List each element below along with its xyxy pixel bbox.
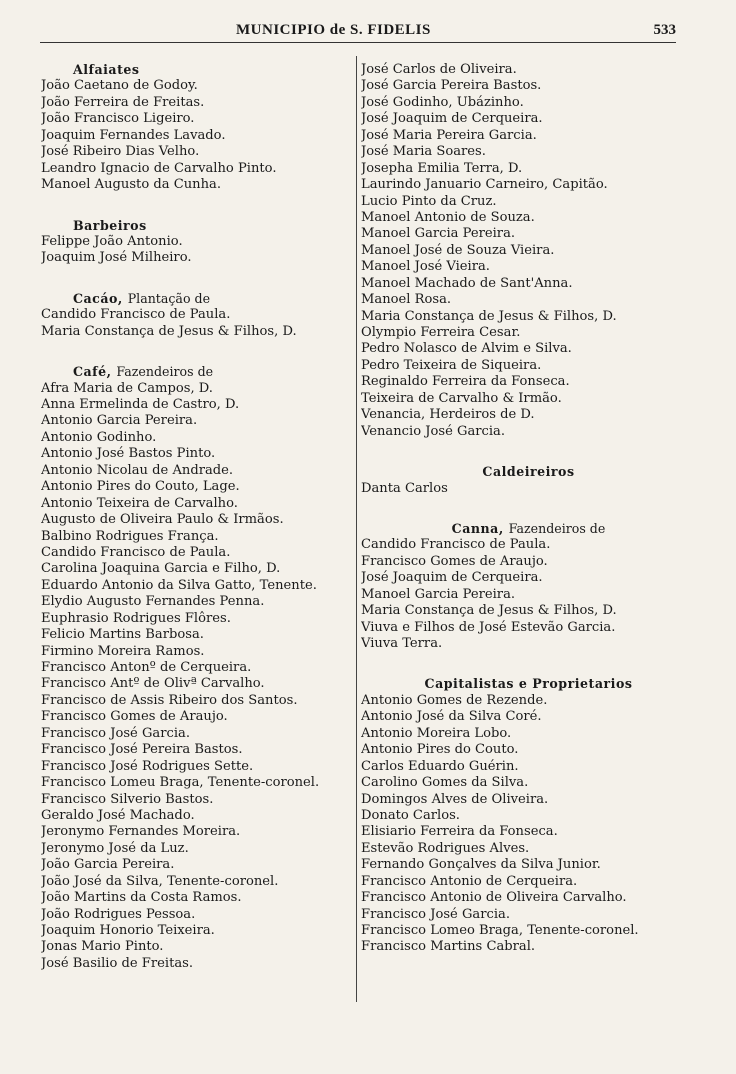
list-item: José Ribeiro Dias Velho. xyxy=(41,144,200,160)
list-item: Manoel Antonio de Souza. xyxy=(361,209,535,225)
list-item: Venancia, Herdeiros de D. xyxy=(361,407,535,423)
list-item: Candido Francisco de Paula. xyxy=(361,537,551,553)
list-item: Antonio Garcia Pereira. xyxy=(41,413,198,429)
list-item: João Francisco Ligeiro. xyxy=(41,111,195,127)
list-item: Carolino Gomes da Silva. xyxy=(361,775,529,791)
list-item: Pedro Nolasco de Alvim e Silva. xyxy=(361,341,572,357)
list-item: João José da Silva, Tenente-coronel. xyxy=(41,873,279,889)
list-item: Fernando Gonçalves da Silva Junior. xyxy=(361,857,601,873)
list-item: Antonio José da Silva Coré. xyxy=(361,709,542,725)
list-item: José Maria Soares. xyxy=(361,144,486,160)
list-item: Jeronymo Fernandes Moreira. xyxy=(41,824,241,840)
list-item: Felicio Martins Barbosa. xyxy=(41,627,204,643)
list-item: Francisco Lomeu Braga, Tenente-coronel. xyxy=(41,775,320,791)
list-item: Antonio Nicolau de Andrade. xyxy=(41,462,234,478)
list-item: Antonio José Bastos Pinto. xyxy=(41,446,216,462)
list-item: Elisiario Ferreira da Fonseca. xyxy=(361,824,558,840)
canna-title: Canna, xyxy=(451,520,504,536)
section-heading-capitalistas: Capitalistas e Proprietarios xyxy=(424,676,633,692)
section-heading-alfaiates: Alfaiates xyxy=(73,62,140,77)
list-item: Venancio José Garcia. xyxy=(361,423,506,439)
list-item: Candido Francisco de Paula. xyxy=(41,544,231,560)
list-item: João Caetano de Godoy. xyxy=(41,78,198,94)
list-alfaiates xyxy=(41,78,353,193)
list-item: Balbino Rodrigues França. xyxy=(41,528,219,544)
cafe-title: Café, xyxy=(73,364,112,380)
list-capitalistas xyxy=(361,693,696,956)
cafe-subtitle: Fazendeiros de xyxy=(116,364,214,380)
list-item: Euphrasio Rodrigues Flôres. xyxy=(41,610,231,626)
list-item: Francisco Antonº de Cerqueira. xyxy=(41,660,252,675)
list-item: Maria Constança de Jesus & Filhos, D. xyxy=(361,603,617,619)
list-item: Josepha Emilia Terra, D. xyxy=(361,160,523,176)
list-item: João Rodrigues Pessoa. xyxy=(41,906,196,922)
list-item: Manoel Machado de Sant'Anna. xyxy=(361,275,573,291)
list-item: José Joaquim de Cerqueira. xyxy=(361,111,543,127)
cacao-subtitle: Plantação de xyxy=(127,290,211,306)
page-number: 533 xyxy=(653,22,676,38)
list-item: Anna Ermelinda de Castro, D. xyxy=(41,397,240,412)
list-item: Francisco José Garcia. xyxy=(41,725,190,741)
list-item: José Joaquim de Cerqueira. xyxy=(361,570,543,586)
list-item: Antonio Pires do Couto. xyxy=(361,742,519,758)
list-item: Felippe João Antonio. xyxy=(41,233,183,249)
list-item: Francisco Lomeo Braga, Tenente-coronel. xyxy=(361,923,639,938)
list-item: Teixeira de Carvalho & Irmão. xyxy=(361,390,562,406)
list-canna xyxy=(361,537,696,652)
list-item: João Martins da Costa Ramos. xyxy=(41,890,242,906)
list-item: José Carlos de Oliveira. xyxy=(361,62,517,77)
list-item: Francisco Antonio de Oliveira Carvalho. xyxy=(361,890,627,906)
list-item: Pedro Teixeira de Siqueira. xyxy=(361,357,542,373)
list-item: Antonio Moreira Lobo. xyxy=(361,725,512,741)
list-item: Manoel Rosa. xyxy=(361,292,452,308)
list-item: Olympio Ferreira Cesar. xyxy=(361,325,521,340)
list-item: Manoel Garcia Pereira. xyxy=(361,586,516,602)
list-cacao xyxy=(41,307,353,340)
list-item: Afra Maria de Campos, D. xyxy=(41,380,213,396)
list-item: Geraldo José Machado. xyxy=(41,807,195,823)
list-item: Carlos Eduardo Guérin. xyxy=(361,758,519,774)
cacao-title: Cacáo, xyxy=(73,290,123,306)
list-item: Domingos Alves de Oliveira. xyxy=(361,791,549,807)
list-item: José Godinho, Ubázinho. xyxy=(361,94,524,110)
running-title: MUNICIPIO de S. FIDELIS xyxy=(236,22,431,38)
list-item: Joaquim José Milheiro. xyxy=(41,250,192,266)
section-heading-barbeiros: Barbeiros xyxy=(73,217,147,233)
column-divider xyxy=(356,56,357,1002)
list-item: José Maria Pereira Garcia. xyxy=(361,127,537,143)
list-item: José Garcia Pereira Bastos. xyxy=(361,78,542,94)
section-heading-canna xyxy=(361,521,696,537)
list-item: Maria Constança de Jesus & Filhos, D. xyxy=(361,308,617,324)
list-item: Lucio Pinto da Cruz. xyxy=(361,193,497,209)
list-item: Francisco Antonio de Cerqueira. xyxy=(361,873,578,889)
list-item: Joaquim Honorio Teixeira. xyxy=(41,923,215,938)
list-cafe xyxy=(41,381,353,973)
list-item: Jonas Mario Pinto. xyxy=(41,939,164,955)
canna-subtitle: Fazendeiros de xyxy=(508,520,606,536)
list-item: Manoel Garcia Pereira. xyxy=(361,226,516,242)
list-item: Francisco José Pereira Bastos. xyxy=(41,742,243,758)
list-caldeireiros xyxy=(361,481,696,497)
list-item: Manoel Augusto da Cunha. xyxy=(41,177,221,193)
list-item: Francisco Gomes de Araujo. xyxy=(361,553,548,569)
list-item: Donato Carlos. xyxy=(361,807,460,823)
list-item: Elydio Augusto Fernandes Penna. xyxy=(41,594,265,610)
list-item: Francisco José Rodrigues Sette. xyxy=(41,758,254,774)
list-item: Candido Francisco de Paula. xyxy=(41,307,231,323)
list-item: Antonio Godinho. xyxy=(41,429,157,445)
list-item: Antonio Pires do Couto, Lage. xyxy=(41,479,240,495)
list-item: José Basilio de Freitas. xyxy=(41,955,194,971)
list-item: Joaquim Fernandes Lavado. xyxy=(41,127,226,143)
list-item: Maria Constança de Jesus & Filhos, D. xyxy=(41,323,297,339)
list-item: Francisco Gomes de Araujo. xyxy=(41,709,228,725)
right-column xyxy=(361,62,696,956)
list-item: Viuva Terra. xyxy=(361,636,443,651)
list-item: Carolina Joaquina Garcia e Filho, D. xyxy=(41,561,281,577)
list-item: Danta Carlos xyxy=(361,480,448,496)
list-item: Francisco Martins Cabral. xyxy=(361,939,536,955)
list-item: Antonio Teixeira de Carvalho. xyxy=(41,495,238,511)
list-item: Antonio Gomes de Rezende. xyxy=(361,692,548,708)
list-cafe-continued xyxy=(361,62,696,440)
list-item: Augusto de Oliveira Paulo & Irmãos. xyxy=(41,512,284,528)
list-item: Viuva e Filhos de José Estevão Garcia. xyxy=(361,619,616,635)
list-item: Francisco José Garcia. xyxy=(361,906,510,922)
list-item: João Garcia Pereira. xyxy=(41,857,175,873)
header-rule xyxy=(40,42,676,43)
list-item: João Ferreira de Freitas. xyxy=(41,94,205,110)
section-heading-caldeireiros: Caldeireiros xyxy=(482,464,575,480)
list-item: Francisco Antº de Olivª Carvalho. xyxy=(41,676,265,692)
list-item: Estevão Rodrigues Alves. xyxy=(361,840,530,856)
section-heading-cacao xyxy=(41,291,353,307)
list-item: Francisco de Assis Ribeiro dos Santos. xyxy=(41,692,298,708)
list-item: Leandro Ignacio de Carvalho Pinto. xyxy=(41,160,277,176)
list-item: Eduardo Antonio da Silva Gatto, Tenente. xyxy=(41,577,317,593)
list-item: Reginaldo Ferreira da Fonseca. xyxy=(361,374,570,390)
list-barbeiros xyxy=(41,234,353,267)
list-item: Manoel José Vieira. xyxy=(361,259,490,275)
list-item: Firmino Moreira Ramos. xyxy=(41,643,205,659)
list-item: Francisco Silverio Bastos. xyxy=(41,791,214,807)
section-heading-cafe xyxy=(41,364,353,380)
list-item: Jeronymo José da Luz. xyxy=(41,840,189,856)
list-item: Laurindo Januario Carneiro, Capitão. xyxy=(361,177,608,193)
left-column xyxy=(41,62,353,972)
list-item: Manoel José de Souza Vieira. xyxy=(361,242,555,258)
